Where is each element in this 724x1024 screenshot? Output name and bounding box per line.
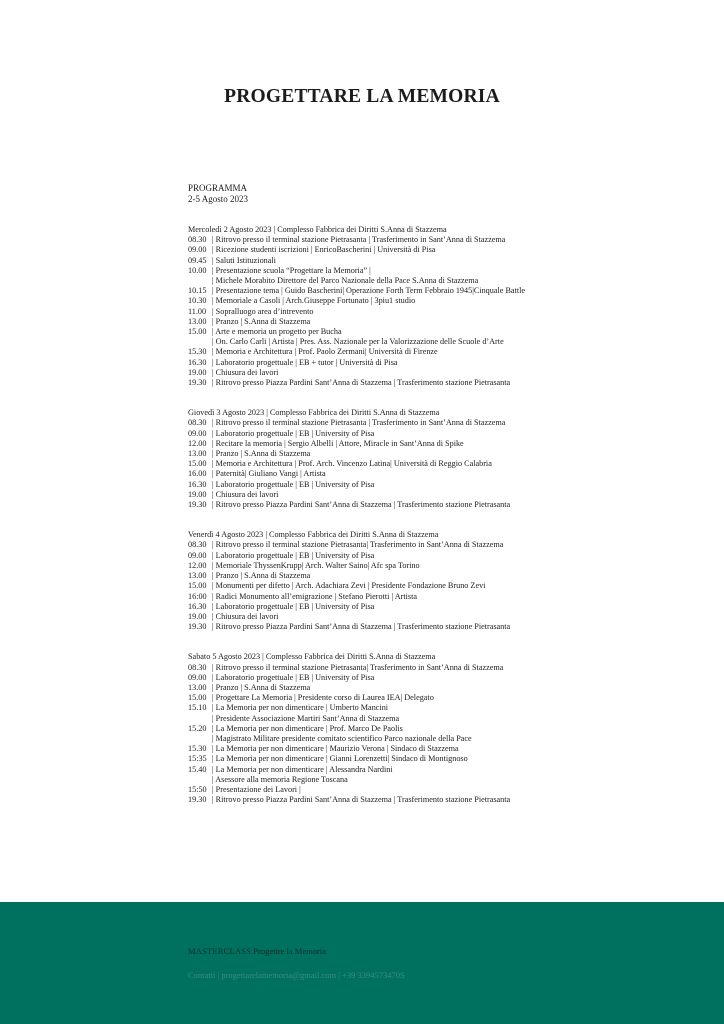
schedule-time: 09.00 bbox=[188, 672, 207, 682]
schedule-time: 15.40 bbox=[188, 764, 207, 774]
program-dates: 2-5 Agosto 2023 bbox=[188, 193, 249, 204]
schedule-text: | Memoria e Architettura | Prof. Arch. Vincenzo Latina| Università di Reggio Calabria bbox=[212, 459, 492, 469]
schedule-text: | Pranzo | S.Anna di Stazzema bbox=[212, 449, 311, 459]
schedule-time: 10.15 bbox=[188, 286, 207, 296]
schedule-item bbox=[188, 317, 708, 327]
schedule-time: 15.00 bbox=[188, 693, 207, 703]
schedule-item bbox=[188, 358, 708, 368]
schedule-text: | Laboratorio progettuale | EB + tutor | Università di Pisa bbox=[212, 357, 398, 367]
schedule-time bbox=[188, 276, 212, 286]
day-header: Venerdì 4 Agosto 2023 | Complesso Fabbrica dei Diritti S.Anna di Stazzema bbox=[188, 530, 439, 540]
schedule-text: | Ricezione studenti iscrizioni | EnricoBascherini | Università di Pisa bbox=[212, 245, 436, 255]
schedule-text: | Pranzo | S.Anna di Stazzema bbox=[212, 571, 311, 581]
schedule-item bbox=[188, 500, 708, 510]
schedule-text: | Michele Morabito Direttore del Parco Nazionale della Pace S.Anna di Stazzema bbox=[212, 276, 479, 286]
schedule-text: | Recitare la memoria | Sergio Albelli | Attore, Miracle in Sant’Anna di Spike bbox=[212, 438, 464, 448]
schedule-text: | La Memoria per non dimenticare | Maurizio Verona | Sindaco di Stazzema bbox=[212, 744, 459, 754]
schedule-text: | Ritrovo presso il terminal stazione Pietrasanta | Trasferimento in Sant’Anna di Stazzema bbox=[212, 418, 506, 428]
schedule-text: | Asessore alla memoria Regione Toscana bbox=[212, 774, 348, 784]
schedule-time: 13.00 bbox=[188, 571, 207, 581]
schedule-time: 12.00 bbox=[188, 438, 207, 448]
schedule-item bbox=[188, 561, 708, 571]
schedule-time: 15.30 bbox=[188, 347, 207, 357]
program-header bbox=[188, 183, 248, 204]
schedule-text: | Laboratorio progettuale | EB | University of Pisa bbox=[212, 672, 375, 682]
schedule-text: | Memoriale a Casoli | Arch.Giuseppe Fortunato | 3piu1 studio bbox=[212, 296, 416, 306]
schedule-text: | Monumenti per difetto | Arch. Adachiara Zevi | Presidente Fondazione Bruno Zevi bbox=[212, 581, 486, 591]
schedule-time: 16:00 bbox=[188, 591, 207, 601]
schedule bbox=[188, 225, 708, 825]
schedule-text: | La Memoria per non dimenticare | Umberto Mancini bbox=[212, 703, 389, 713]
day-section bbox=[188, 408, 708, 510]
schedule-time: 15.00 bbox=[188, 327, 207, 337]
schedule-time: 15.20 bbox=[188, 723, 207, 733]
schedule-text: | Memoria e Architettura | Prof. Paolo Zermani| Università di Firenze bbox=[212, 347, 438, 357]
schedule-time: 10.00 bbox=[188, 265, 207, 275]
schedule-time: 09.45 bbox=[188, 255, 207, 265]
schedule-text: | Presentazione dei Lavori | bbox=[212, 784, 301, 794]
schedule-time: 16.00 bbox=[188, 469, 207, 479]
schedule-text: | Progettare La Memoria | Presidente corso di Laurea IEA| Delegato bbox=[212, 693, 434, 703]
schedule-time: 16.30 bbox=[188, 479, 207, 489]
schedule-item bbox=[188, 368, 708, 378]
schedule-item bbox=[188, 449, 708, 459]
schedule-text: | Arte e memoria un progetto per Bucha bbox=[212, 327, 342, 337]
schedule-item bbox=[188, 378, 708, 388]
schedule-item bbox=[188, 266, 708, 276]
schedule-time: 15:35 bbox=[188, 754, 207, 764]
schedule-text: | Presidente Associazione Martiri Sant’Anna di Stazzema bbox=[212, 713, 400, 723]
schedule-text: | Ritrovo presso Piazza Pardini Sant’Anna di Stazzema | Trasferimento stazione Pietrasanta bbox=[212, 622, 511, 632]
program-label: PROGRAMMA bbox=[188, 183, 248, 193]
schedule-item bbox=[188, 337, 708, 347]
schedule-text: | Chiusura dei lavori bbox=[212, 367, 279, 377]
schedule-time: 19.30 bbox=[188, 622, 207, 632]
schedule-item bbox=[188, 459, 708, 469]
schedule-text: | Ritrovo presso Piazza Pardini Sant’Anna di Stazzema | Trasferimento stazione Pietrasanta bbox=[212, 500, 511, 510]
schedule-text: | Laboratorio progettuale | EB | University of Pisa bbox=[212, 550, 375, 560]
schedule-time: 19.30 bbox=[188, 378, 207, 388]
day-header: Mercoledì 2 Agosto 2023 | Complesso Fabbrica dei Diritti S.Anna di Stazzema bbox=[188, 225, 447, 234]
schedule-item bbox=[188, 581, 708, 591]
schedule-item bbox=[188, 276, 708, 286]
schedule-item bbox=[188, 775, 708, 785]
schedule-time: 15.30 bbox=[188, 744, 207, 754]
schedule-text: | Paternità| Giuliano Vangi | Artista bbox=[212, 469, 326, 479]
schedule-time: 19.00 bbox=[188, 611, 207, 621]
schedule-item bbox=[188, 439, 708, 449]
schedule-item bbox=[188, 540, 708, 550]
schedule-time: 19.30 bbox=[188, 795, 207, 805]
schedule-item bbox=[188, 744, 708, 754]
schedule-time: 11.00 bbox=[188, 306, 207, 316]
day-header: Sabato 5 Agosto 2023 | Complesso Fabbrica dei Diritti S.Anna di Stazzema bbox=[188, 652, 436, 662]
footer-contacts: Contatti | progettarelamemoria@gmail.com | +39 3394573470S bbox=[188, 970, 405, 980]
schedule-item bbox=[188, 571, 708, 581]
schedule-item bbox=[188, 785, 708, 795]
schedule-time: 15.00 bbox=[188, 581, 207, 591]
schedule-item bbox=[188, 480, 708, 490]
schedule-text: | Ritrovo presso Piazza Pardini Sant’Anna di Stazzema | Trasferimento stazione Pietrasanta bbox=[212, 378, 511, 388]
schedule-text: | Laboratorio progettuale | EB | University of Pisa bbox=[212, 601, 375, 611]
schedule-time: 13.00 bbox=[188, 316, 207, 326]
schedule-item bbox=[188, 693, 708, 703]
schedule-item bbox=[188, 307, 708, 317]
schedule-item bbox=[188, 592, 708, 602]
schedule-item bbox=[188, 296, 708, 306]
schedule-item bbox=[188, 734, 708, 744]
schedule-time bbox=[188, 734, 212, 744]
schedule-item bbox=[188, 612, 708, 622]
schedule-time: 15.10 bbox=[188, 703, 207, 713]
schedule-text: | Pranzo | S.Anna di Stazzema bbox=[212, 316, 311, 326]
schedule-item bbox=[188, 683, 708, 693]
schedule-text: | La Memoria per non dimenticare | Alessandra Nardini bbox=[212, 764, 393, 774]
schedule-text: | La Memoria per non dimenticare | Prof. Marco De Paolis bbox=[212, 723, 403, 733]
schedule-time: 08.30 bbox=[188, 540, 207, 550]
day-section bbox=[188, 530, 708, 632]
schedule-text: | Memoriale ThyssenKrupp| Arch. Walter Saino| Afc spa Torino bbox=[212, 560, 420, 570]
schedule-item bbox=[188, 765, 708, 775]
schedule-time: 09.00 bbox=[188, 428, 207, 438]
schedule-text: | Laboratorio progettuale | EB | University of Pisa bbox=[212, 428, 375, 438]
schedule-text: | Presentazione scuola “Progettare la Memoria” | bbox=[212, 265, 371, 275]
schedule-item bbox=[188, 754, 708, 764]
schedule-item bbox=[188, 429, 708, 439]
footer-title bbox=[188, 946, 326, 956]
day-header: Giovedì 3 Agosto 2023 | Complesso Fabbrica dei Diritti S.Anna di Stazzema bbox=[188, 408, 440, 418]
page-title: PROGETTARE LA MEMORIA bbox=[224, 86, 500, 107]
schedule-item bbox=[188, 256, 708, 266]
schedule-time: 13.00 bbox=[188, 682, 207, 692]
schedule-time: 12.00 bbox=[188, 560, 207, 570]
schedule-time: 08.30 bbox=[188, 235, 207, 245]
schedule-text: | La Memoria per non dimenticare | Gianni Lorenzetti| Sindaco di Montignoso bbox=[212, 754, 468, 764]
schedule-item bbox=[188, 795, 708, 805]
schedule-time: 15:50 bbox=[188, 784, 207, 794]
schedule-time: 09.00 bbox=[188, 245, 207, 255]
schedule-text: | Magistrato Militare presidente comitato scientifico Parco nazionale della Pace bbox=[212, 733, 472, 743]
schedule-text: | Ritrovo presso il terminal stazione Pietrasanta| Trasferimento in Sant’Anna di Stazzema bbox=[212, 662, 504, 672]
day-section bbox=[188, 652, 708, 805]
schedule-text: | Ritrovo presso il terminal stazione Pietrasanta | Trasferimento in Sant’Anna di Stazzema bbox=[212, 235, 506, 245]
schedule-item bbox=[188, 327, 708, 337]
footer-masterclass: MASTERCLASS bbox=[188, 946, 252, 956]
schedule-time: 15.00 bbox=[188, 459, 207, 469]
schedule-item bbox=[188, 418, 708, 428]
schedule-item bbox=[188, 673, 708, 683]
schedule-item bbox=[188, 622, 708, 632]
schedule-text: | Radici Monumento all’emigrazione | Stefano Pierotti | Artista bbox=[212, 591, 418, 601]
day-section bbox=[188, 225, 708, 388]
schedule-text: | On. Carlo Carli | Artista | Pres. Ass. Nazionale per la Valorizzazione delle Scuole d’Arte bbox=[212, 337, 504, 347]
schedule-time: 08.30 bbox=[188, 418, 207, 428]
schedule-text: | Sopralluogo area d’intrevento bbox=[212, 306, 314, 316]
schedule-item bbox=[188, 469, 708, 479]
schedule-time bbox=[188, 775, 212, 785]
schedule-item bbox=[188, 245, 708, 255]
schedule-item bbox=[188, 235, 708, 245]
schedule-time: 19.00 bbox=[188, 489, 207, 499]
schedule-text: | Ritrovo presso il terminal stazione Pietrasanta| Trasferimento in Sant’Anna di Stazzema bbox=[212, 540, 504, 550]
footer-school-name: Progettre la Memoria bbox=[253, 946, 326, 956]
schedule-time bbox=[188, 714, 212, 724]
schedule-item bbox=[188, 724, 708, 734]
schedule-text: | Chiusura dei lavori bbox=[212, 611, 279, 621]
schedule-item bbox=[188, 663, 708, 673]
schedule-text: | Ritrovo presso Piazza Pardini Sant’Anna di Stazzema | Trasferimento stazione Pietrasanta bbox=[212, 795, 511, 805]
schedule-time: 13.00 bbox=[188, 449, 207, 459]
schedule-time bbox=[188, 337, 212, 347]
schedule-time: 10.30 bbox=[188, 296, 207, 306]
schedule-item bbox=[188, 714, 708, 724]
schedule-text: | Pranzo | S.Anna di Stazzema bbox=[212, 682, 311, 692]
schedule-item bbox=[188, 286, 708, 296]
schedule-item bbox=[188, 347, 708, 357]
schedule-time: 09.00 bbox=[188, 550, 207, 560]
schedule-time: 16.30 bbox=[188, 357, 207, 367]
schedule-item bbox=[188, 490, 708, 500]
schedule-text: | Presentazione tema | Guido Bascherini| Operazione Forth Term Febbraio 1945|Cinquale Battle bbox=[212, 286, 526, 296]
schedule-text: | Saluti Istituzionali bbox=[212, 255, 276, 265]
schedule-item bbox=[188, 703, 708, 713]
schedule-time: 19.00 bbox=[188, 367, 207, 377]
schedule-text: | Chiusura dei lavori bbox=[212, 489, 279, 499]
schedule-time: 16.30 bbox=[188, 601, 207, 611]
schedule-time: 19.30 bbox=[188, 500, 207, 510]
schedule-text: | Laboratorio progettuale | EB | University of Pisa bbox=[212, 479, 375, 489]
schedule-time: 08.30 bbox=[188, 662, 207, 672]
footer bbox=[0, 902, 724, 1024]
schedule-item bbox=[188, 551, 708, 561]
schedule-item bbox=[188, 602, 708, 612]
